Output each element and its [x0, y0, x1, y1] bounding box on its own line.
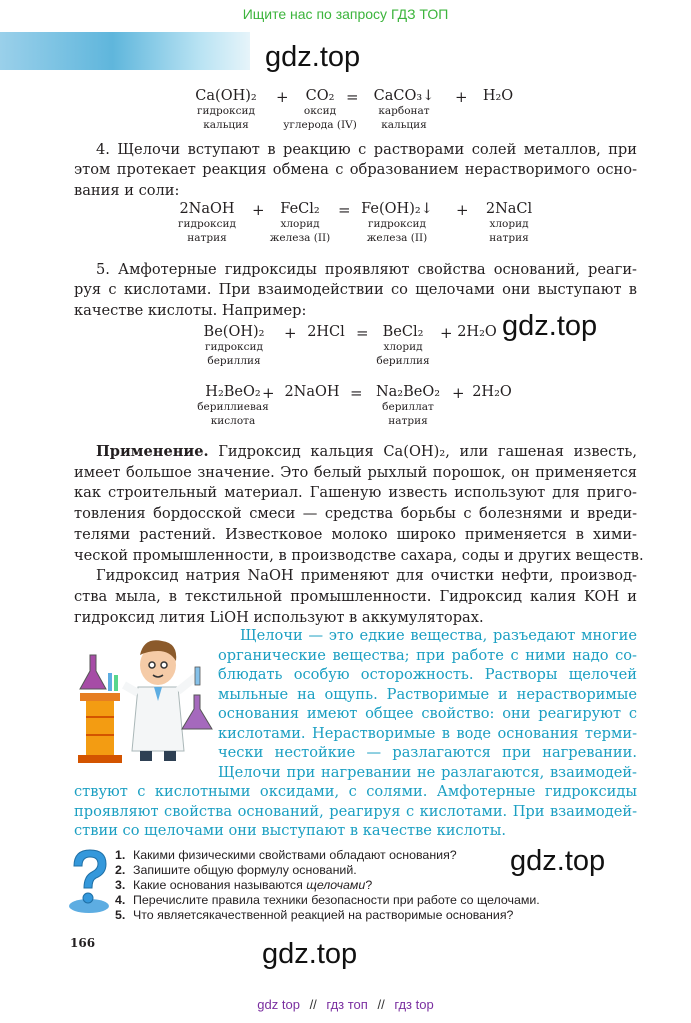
formula: H₂O — [482, 88, 514, 104]
footer-link[interactable]: гдз топ — [326, 997, 368, 1012]
compound-name: кислота — [210, 415, 256, 427]
compound-name: углерода (IV) — [283, 119, 357, 131]
compound-name: бериллия — [207, 355, 261, 367]
text-line: этом протекает реакция обмена с образованием нерастворимого осно- — [74, 161, 637, 179]
operator: + — [262, 384, 275, 402]
application-heading: Применение. — [96, 443, 209, 460]
operator: + — [440, 324, 453, 342]
formula: 2H₂O — [472, 384, 512, 400]
header-image-strip — [0, 32, 250, 70]
text-line — [74, 442, 637, 463]
compound-name: оксид — [303, 105, 337, 117]
compound-name: железа (II) — [269, 232, 331, 244]
text-line: основания имеют общее свойство: они реагируют с — [218, 705, 637, 722]
product — [372, 324, 434, 368]
compound-name: кальция — [203, 119, 249, 131]
formula: H₂BeO₂ — [205, 384, 261, 400]
formula: CaCO₃↓ — [373, 88, 435, 104]
product — [455, 324, 499, 340]
text-line: органические вещества; при работе с ними надо со- — [218, 646, 637, 664]
watermark: gdz.top — [502, 310, 598, 342]
text-line: ства мыла, в текстильной промышленности. Гидроксид калия KOH и — [74, 587, 637, 605]
compound-name: натрия — [187, 232, 227, 244]
footer-link[interactable]: гдз top — [394, 997, 434, 1012]
product — [470, 384, 514, 400]
question-text: Что являетсякачественной реакцией на растворимые основания? — [133, 908, 514, 922]
formula: 2NaOH — [284, 384, 340, 400]
text-line: ствии со щелочами они выступают в качестве кислоты. — [74, 822, 506, 839]
footer-links — [0, 997, 691, 1012]
text-line: кислотами. Нерастворимые в воде основания терми- — [218, 724, 637, 742]
section-5-text — [74, 260, 637, 321]
text-line: товления бордосской смеси — средства борьбы с болезнями и вреди- — [74, 505, 637, 523]
compound-name: натрия — [388, 415, 428, 427]
operator: + — [284, 324, 297, 342]
question-text: Какими физическими свойствами обладают основания? — [133, 848, 457, 862]
compound-name: бериллиевая — [197, 401, 269, 413]
compound-name: кальция — [381, 119, 427, 131]
question-text: Какие основания называются — [133, 878, 307, 892]
operator: + — [456, 201, 469, 219]
text-line: качестве кислоты. Например: — [74, 301, 307, 319]
compound-name: гидроксид — [197, 105, 255, 117]
text-line: ческой промышленности, в производстве сахара, соды и других веществ. — [74, 546, 644, 564]
question-number: 3. — [115, 878, 126, 892]
question-text: Перечислите правила техники безопасности при работе со щелочами. — [133, 893, 540, 907]
operator: = — [356, 324, 369, 342]
reactant — [186, 88, 266, 132]
question-mark-icon — [68, 848, 110, 914]
product — [370, 384, 446, 428]
text-line: 4. Щелочи вступают в реакцию с растворами солей металлов, при — [96, 141, 637, 158]
operator: + — [452, 384, 465, 402]
operator: = — [350, 384, 363, 402]
reactant — [282, 384, 342, 400]
compound-name: натрия — [489, 232, 529, 244]
question-item — [115, 878, 372, 893]
text-fragment: Гидроксид кальция Ca(OH)₂, или гашеная известь, — [218, 443, 638, 460]
question-item — [115, 848, 457, 863]
text-line: 5. Амфотерные гидроксиды проявляют свойства оснований, реаги- — [96, 261, 637, 278]
scientist-illustration — [74, 625, 220, 765]
footer-separator: // — [377, 997, 385, 1012]
product — [478, 88, 518, 104]
text-line: гидроксид лития LiOH используют в аккумуляторах. — [74, 608, 484, 626]
question-number: 1. — [115, 848, 126, 862]
operator: = — [346, 88, 359, 106]
text-line: Щелочи — это едкие вещества, разъедают многие — [240, 627, 637, 644]
operator: = — [338, 201, 351, 219]
section-4-text — [74, 140, 637, 201]
question-number: 5. — [115, 908, 126, 922]
formula: Be(OH)₂ — [203, 324, 265, 340]
watermark: gdz.top — [262, 938, 358, 970]
text-line: проявляют свойства оснований, реагируя с кислотами. При взаимодей- — [74, 802, 637, 820]
formula: BeCl₂ — [382, 324, 424, 340]
compound-name: гидроксид — [368, 218, 426, 230]
text-line: телями растений. Известковое молоко широко применяется в хими- — [74, 525, 637, 543]
operator: + — [455, 88, 468, 106]
reactant — [196, 324, 272, 368]
text-line: блюдать особую осторожность. Растворы щелочей — [218, 666, 637, 683]
compound-name: карбонат — [378, 105, 430, 117]
text-line: чески нестойкие — разлагаются при нагревании. — [218, 744, 637, 761]
text-line: вания и соли: — [74, 181, 180, 199]
formula: 2NaOH — [179, 201, 235, 217]
compound-name: бериллат — [382, 401, 434, 413]
watermark: gdz.top — [510, 845, 606, 877]
question-text: ? — [365, 878, 373, 892]
question-italic: щелочами — [306, 878, 366, 892]
top-banner[interactable]: Ищите нас по запросу ГДЗ ТОП — [242, 6, 449, 22]
text-line: мыльные на ощупь. Растворимые и нерастворимые — [218, 685, 637, 703]
product — [366, 88, 442, 132]
formula: 2HCl — [307, 324, 345, 340]
safety-note-top — [218, 626, 637, 782]
compound-name: гидроксид — [205, 341, 263, 353]
question-number: 4. — [115, 893, 126, 907]
text-line: Гидроксид натрия NaOH применяют для очистки нефти, производ- — [96, 567, 637, 585]
formula: Fe(OH)₂↓ — [361, 201, 433, 217]
text-line: Щелочи при нагревании не разлагаются, взаимодей- — [218, 763, 637, 781]
text-line: ствуют с кислотными оксидами, с солями. Амфотерные гидроксиды — [74, 783, 637, 800]
text-line: как строительный материал. Гашеную известь используют для приго- — [74, 484, 637, 502]
formula: CO₂ — [305, 88, 335, 104]
application-text — [74, 442, 644, 628]
footer-separator: // — [309, 997, 317, 1012]
text-line: имеет большое значение. Это белый рыхлый порошок, он применяется — [74, 463, 637, 481]
formula: Ca(OH)₂ — [195, 88, 257, 104]
reactant — [262, 201, 338, 245]
product — [355, 201, 439, 245]
product — [476, 201, 542, 245]
reactant — [302, 324, 350, 340]
formula: 2H₂O — [457, 324, 497, 340]
operator: + — [252, 201, 265, 219]
compound-name: хлорид — [383, 341, 423, 353]
text-line: руя с кислотами. При взаимодействии со щелочами они выступают в — [74, 281, 637, 299]
formula: Na₂BeO₂ — [375, 384, 441, 400]
question-item — [115, 893, 540, 908]
compound-name: железа (II) — [366, 232, 428, 244]
formula: FeCl₂ — [280, 201, 320, 217]
safety-note-bottom — [74, 782, 637, 841]
page-number: 166 — [70, 936, 96, 950]
compound-name: хлорид — [280, 218, 320, 230]
question-text: Запишите общую формулу оснований. — [133, 863, 357, 877]
watermark: gdz.top — [265, 41, 361, 73]
formula: 2NaCl — [485, 201, 533, 217]
compound-name: хлорид — [489, 218, 529, 230]
compound-name: гидроксид — [178, 218, 236, 230]
question-item — [115, 863, 357, 878]
footer-link[interactable]: gdz top — [257, 997, 300, 1012]
compound-name: бериллия — [376, 355, 430, 367]
operator: + — [276, 88, 289, 106]
reactant — [170, 201, 244, 245]
question-item — [115, 908, 513, 923]
question-number: 2. — [115, 863, 126, 877]
